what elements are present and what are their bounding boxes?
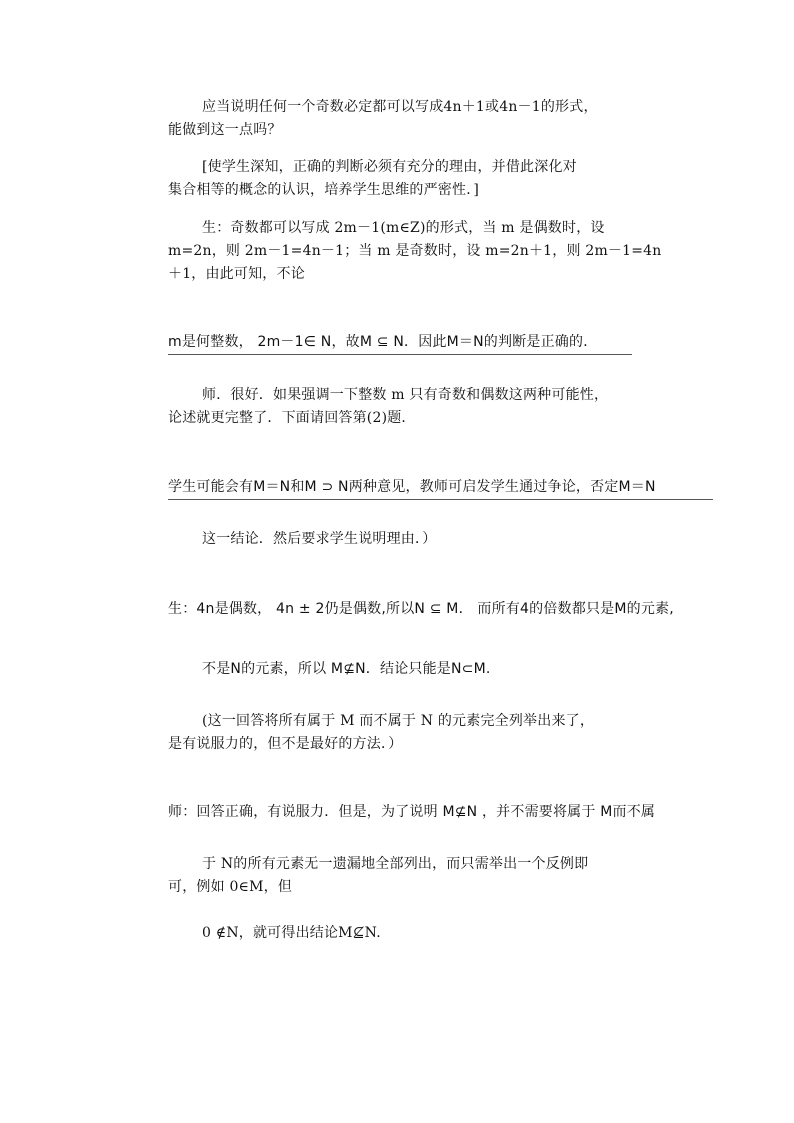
- paragraph-3-line-2: m=2n，则 2m－1=4n－1；当 m 是奇数时，设 m=2n＋1，则 2m－1=4n: [168, 243, 662, 259]
- paragraph-13-line: 0 ∉N，就可得出结论M⊈N.: [202, 925, 381, 941]
- paragraph-3-line-3: ＋1，由此可知，不论: [168, 266, 305, 282]
- paragraph-12-line-1: 于 N的所有元素无一遗漏地全部列出，而只需举出一个反例即: [202, 856, 589, 872]
- paragraph-6-ruled-line: 学生可能会有M＝N和M ⊃ N两种意见，教师可启发学生通过争论，否定M＝N: [168, 476, 713, 500]
- paragraph-8-line: 生：4n是偶数， 4n ± 2仍是偶数,所以N ⊆ M． 而所有4的倍数都只是M的元素,: [168, 601, 674, 617]
- paragraph-12-line-2: 可，例如 0∈M，但: [168, 879, 293, 895]
- paragraph-9-line: 不是N的元素，所以 M⊈N．结论只能是N⊂M.: [202, 661, 491, 677]
- paragraph-4-ruled-line: m是何整数， 2m－1∈ N，故M ⊆ N．因此M＝N的判断是正确的．: [168, 331, 632, 355]
- paragraph-11-line: 师：回答正确，有说服力．但是，为了说明 M⊈N ，并不需要将属于 M而不属: [168, 804, 656, 820]
- paragraph-1-line-1: 应当说明任何一个奇数必定都可以写成4n＋1或4n－1的形式，: [202, 99, 598, 115]
- paragraph-3-line-1: 生：奇数都可以写成 2m－1(m∈Z)的形式，当 m 是偶数时，设: [202, 220, 605, 236]
- paragraph-5-line-2: 论述就更完整了．下面请回答第(2)题．: [168, 410, 416, 426]
- paragraph-5-line-1: 师．很好．如果强调一下整数 m 只有奇数和偶数这两种可能性，: [202, 387, 609, 403]
- paragraph-10-line-1: (这一回答将所有属于 M 而不属于 N 的元素完全列举出来了，: [202, 713, 595, 729]
- paragraph-2-line-2: 集合相等的概念的认识，培养学生思维的严密性．]: [168, 182, 480, 198]
- paragraph-10-line-2: 是有说服力的，但不是最好的方法．）: [168, 736, 403, 752]
- paragraph-2-line-1: [使学生深知，正确的判断必须有充分的理由，并借此深化对: [202, 159, 577, 175]
- paragraph-1-line-2: 能做到这一点吗？: [168, 122, 282, 138]
- paragraph-7-line: 这一结论．然后要求学生说明理由．）: [202, 531, 437, 547]
